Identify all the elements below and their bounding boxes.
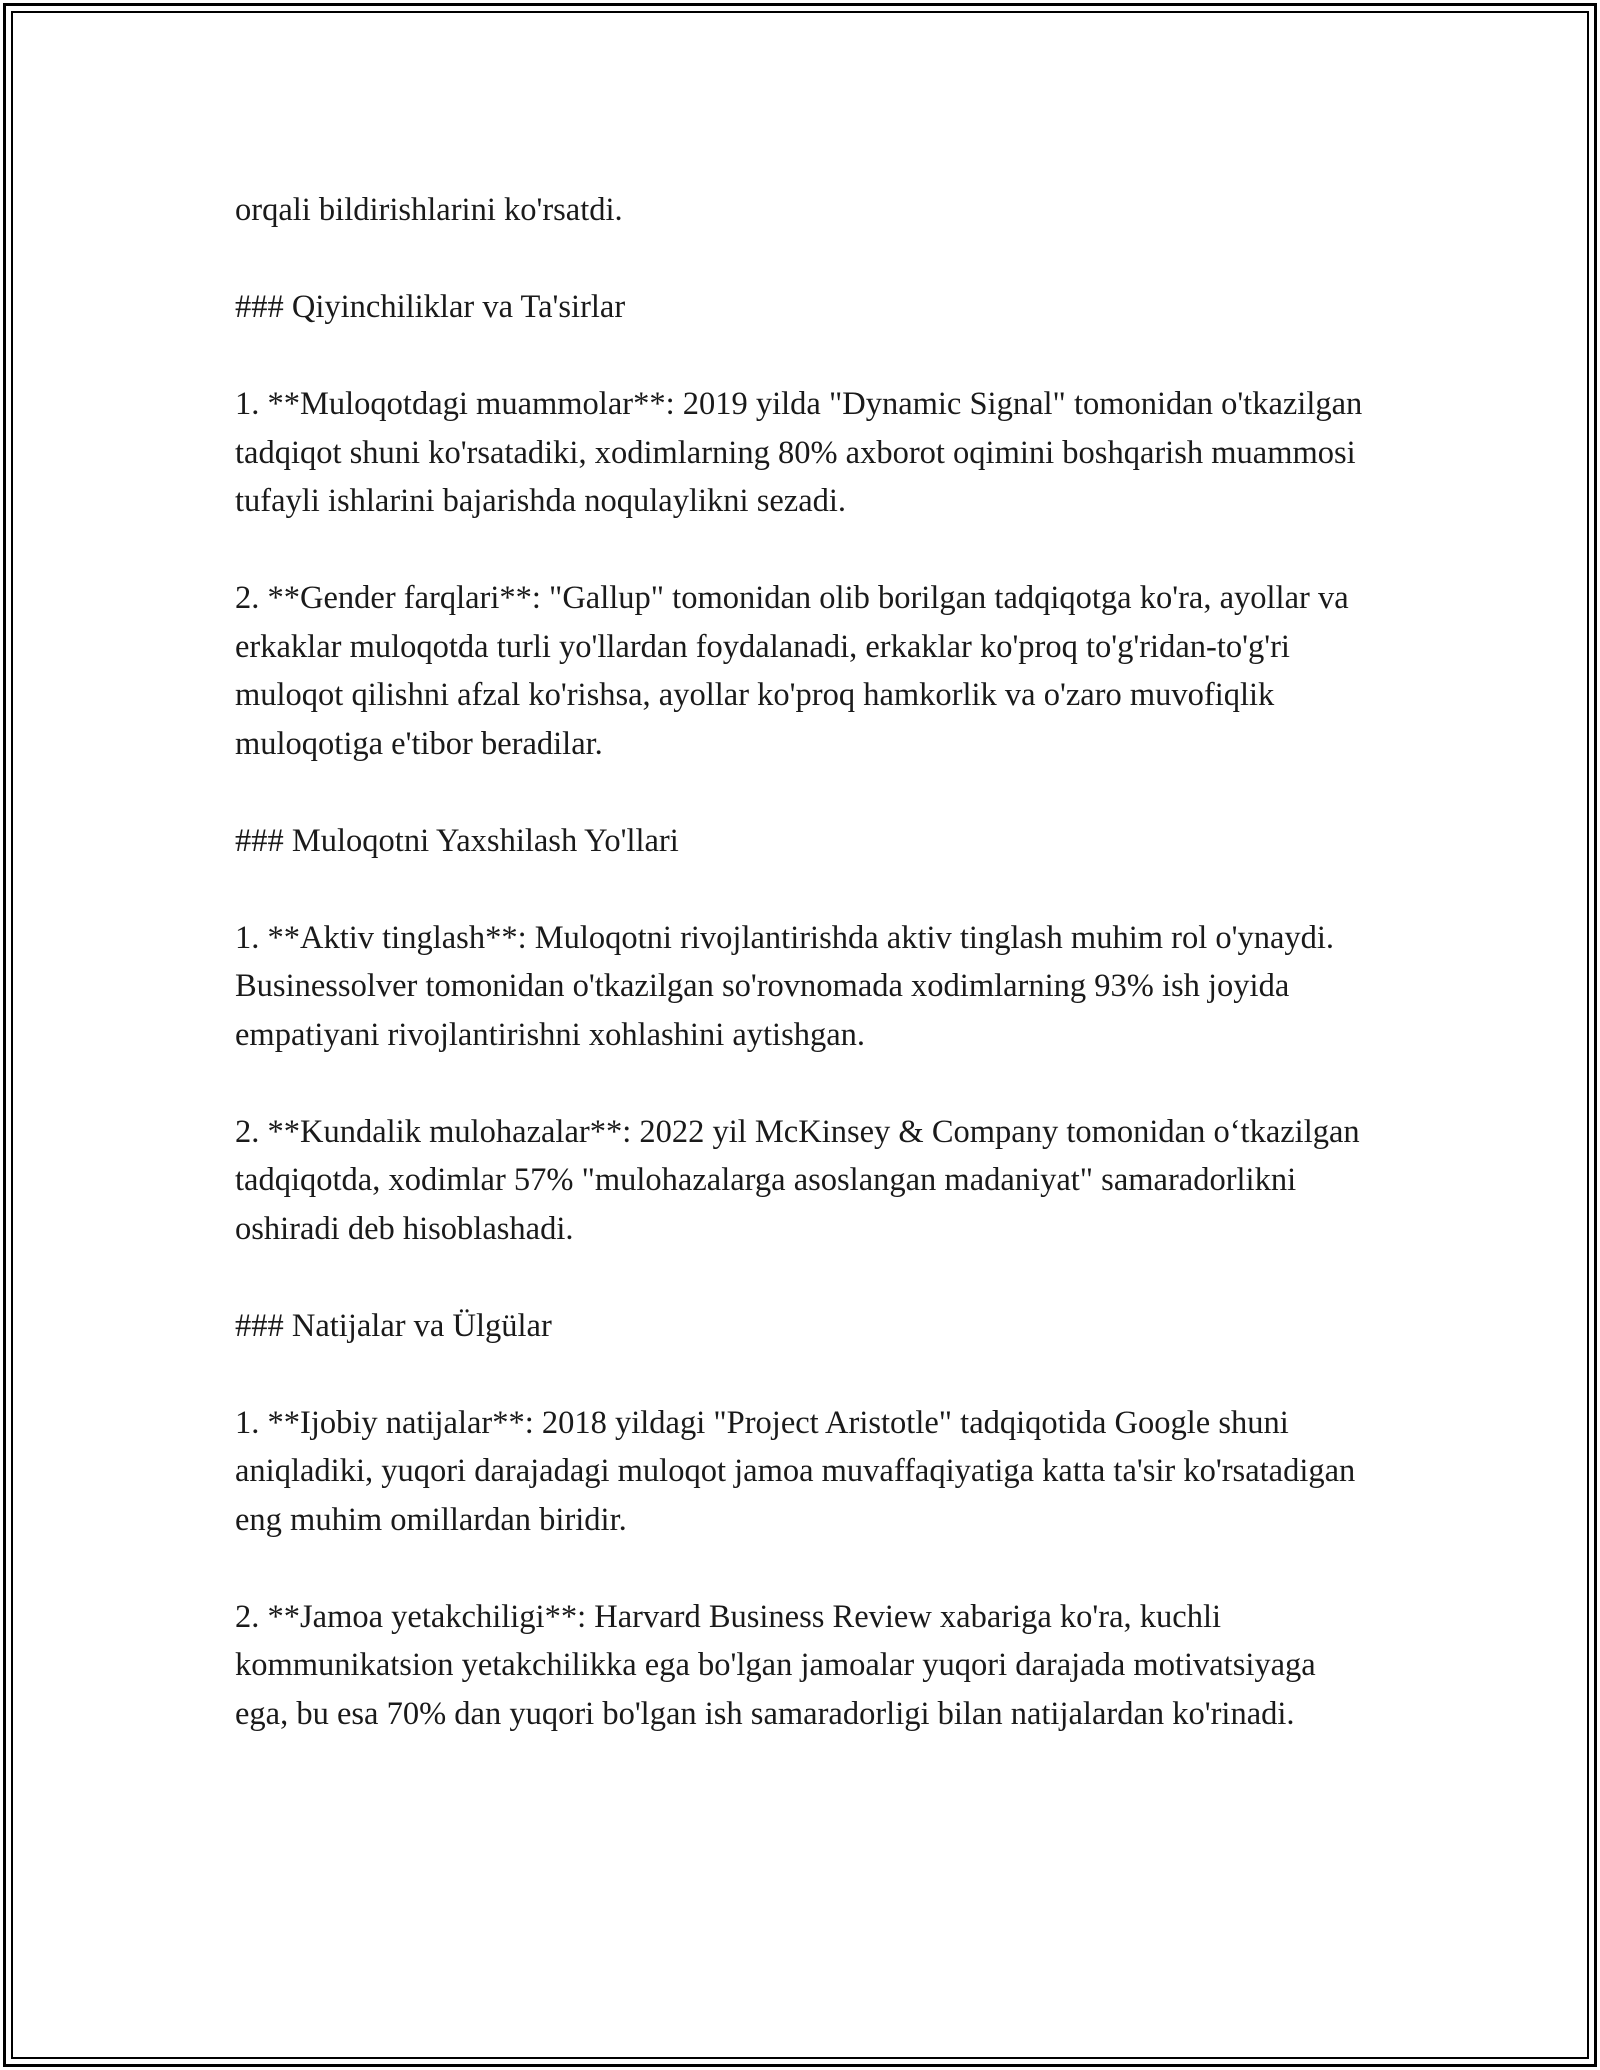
list-item: 2. **Jamoa yetakchiligi**: Harvard Business Review xabariga ko'ra, kuchli kommunikatsion yetakchilikka ega bo'lgan jamoalar yuqori darajada motivatsiyaga ega, bu esa 70% dan yuqori bo'lgan ish samaradorligi bilan natijalardan ko'rinadi. — [235, 1598, 1316, 1732]
document-body — [235, 186, 1375, 1738]
section-heading-improvement: ### Muloqotni Yaxshilash Yo'llari — [235, 822, 679, 859]
list-item: 2. **Gender farqlari**: "Gallup" tomonidan olib borilgan tadqiqotga ko'ra, ayollar va erkaklar muloqotda turli yo'llardan foydalanadi, erkaklar ko'proq to'g'ridan-to'g'ri muloqot qilishni afzal ko'rishsa, ayollar ko'proq hamkorlik va o'zaro muvofiqlik muloqotiga e'tibor beradilar. — [235, 580, 1349, 762]
list-item: 1. **Muloqotdagi muammolar**: 2019 yilda "Dynamic Signal" tomonidan o'tkazilgan tadqiqot shuni ko'rsatadiki, xodimlarning 80% axborot oqimini boshqarish muammosi tufayli ishlarini bajarishda noqulaylikni sezadi. — [235, 386, 1363, 519]
section-heading-results: ### Natijalar va Ülgülar — [235, 1307, 552, 1344]
list-item: 2. **Kundalik mulohazalar**: 2022 yil McKinsey & Company tomonidan oʻtkazilgan tadqiqotda, xodimlar 57% "mulohazalarga asoslangan madaniyat" samaradorlikni oshiradi deb hisoblashadi. — [235, 1113, 1360, 1247]
section-heading-challenges: ### Qiyinchiliklar va Ta'sirlar — [235, 289, 626, 325]
continuation-text: orqali bildirishlarini ko'rsatdi. — [235, 192, 623, 228]
list-item: 1. **Ijobiy natijalar**: 2018 yildagi "Project Aristotle" tadqiqotida Google shuni aniqladiki, yuqori darajadagi muloqot jamoa muvaffaqiyatiga katta ta'sir ko'rsatadigan eng muhim omillardan biridir. — [235, 1404, 1356, 1538]
list-item: 1. **Aktiv tinglash**: Muloqotni rivojlantirishda aktiv tinglash muhim rol o'ynaydi. Businessolver tomonidan o'tkazilgan so'rovnomada xodimlarning 93% ish joyida empatiyani rivojlantirishni xohlashini aytishgan. — [235, 919, 1335, 1053]
